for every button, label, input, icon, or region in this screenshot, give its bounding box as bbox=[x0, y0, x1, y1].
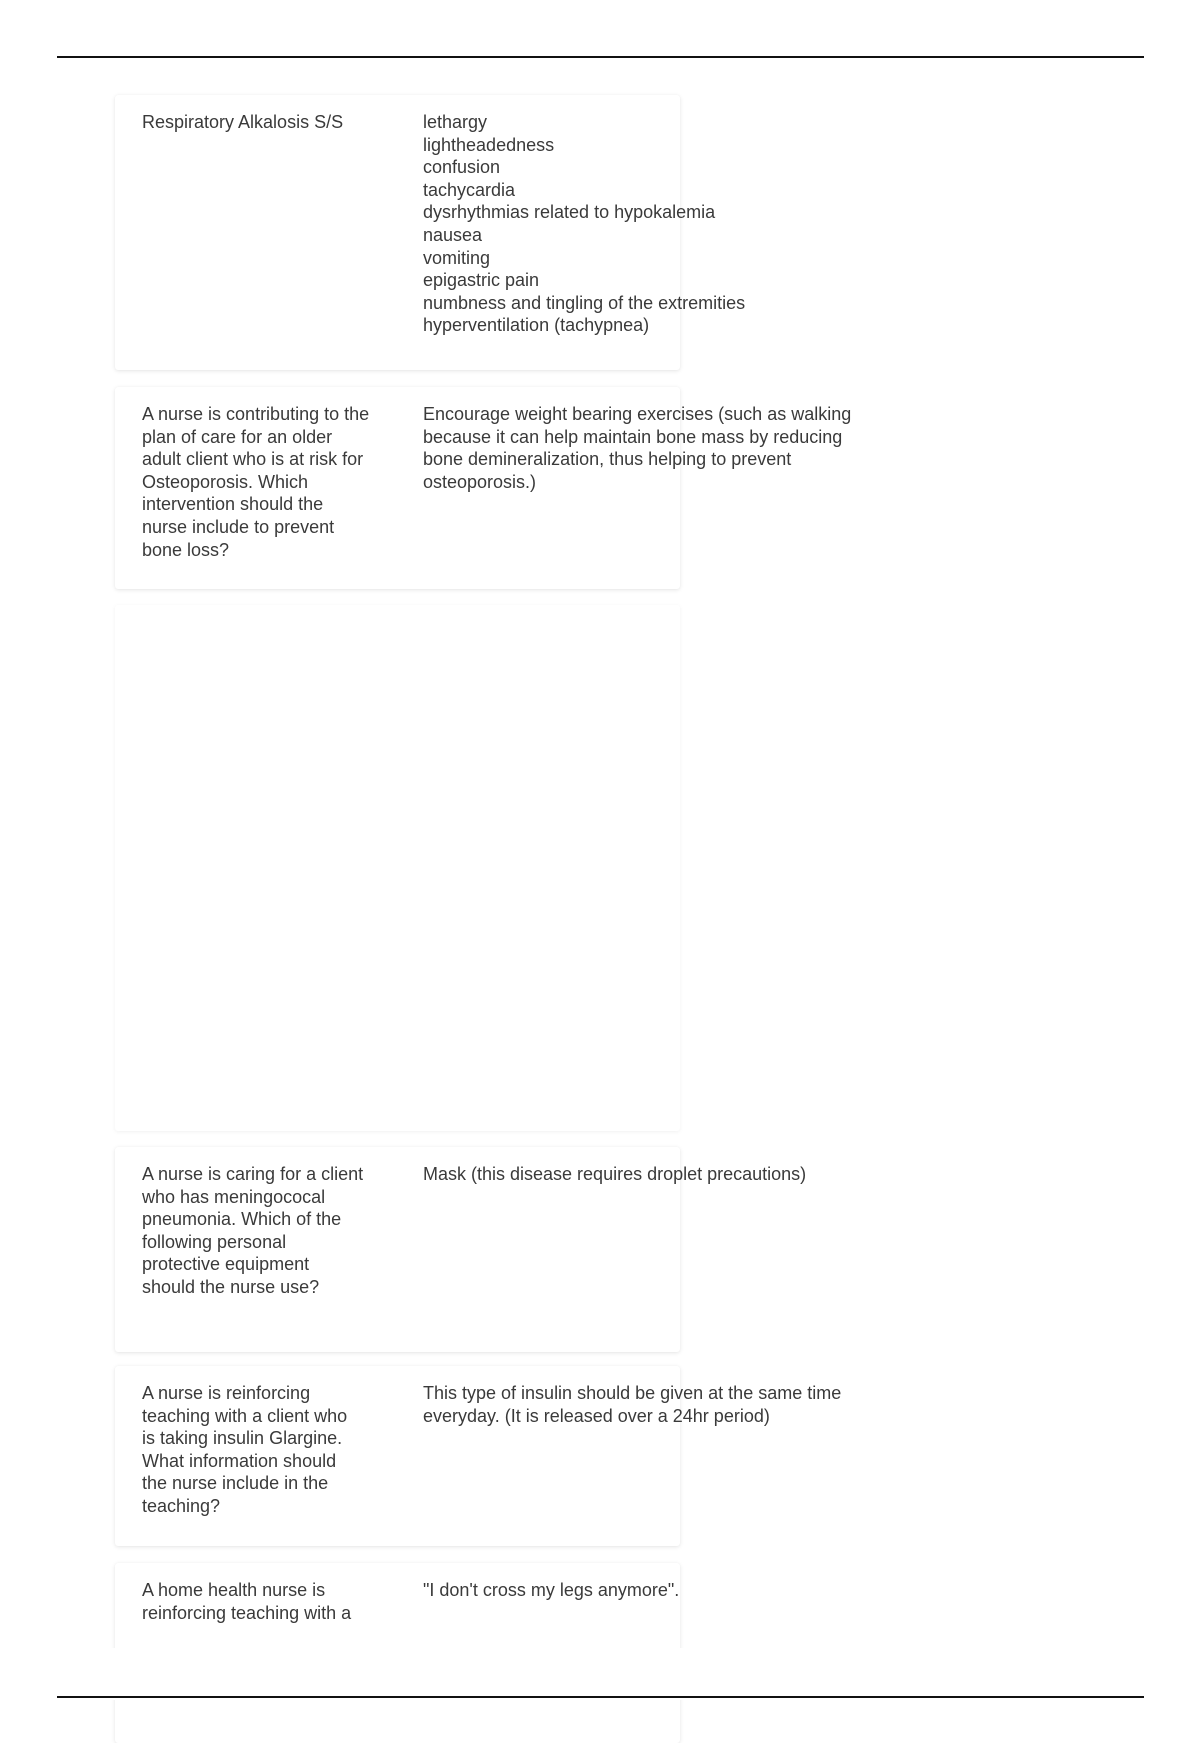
page-bottom-margin bbox=[0, 1648, 1200, 1700]
card-definition-list bbox=[423, 111, 893, 337]
card-term: A nurse is contributing to the plan of care for an older adult client who is at risk for Osteoporosis. Which intervention should the nurse include to prevent bone loss? bbox=[142, 404, 370, 560]
card-definition: Encourage weight bearing exercises (such as walking because it can help maintain bone mass by reducing bone demineralization, thus helping to prevent osteoporosis.) bbox=[423, 404, 852, 492]
empty-card-area bbox=[115, 605, 680, 1131]
definition-item: hyperventilation (tachypnea) bbox=[423, 315, 650, 336]
flashcard-1 bbox=[115, 95, 746, 370]
flashcard-3 bbox=[115, 1147, 807, 1352]
card-definition: This type of insulin should be given at the same time everyday. (It is released over a 24hr period) bbox=[423, 1383, 842, 1426]
definition-item: nausea bbox=[423, 224, 483, 245]
card-term: A nurse is reinforcing teaching with a client who is taking insulin Glargine. What information should the nurse include in the teaching? bbox=[142, 1383, 348, 1516]
card-term: A home health nurse is reinforcing teaching with a bbox=[142, 1580, 352, 1623]
card-definition: "I don't cross my legs anymore". bbox=[423, 1580, 680, 1600]
definition-item: dysrhythmias related to hypokalemia bbox=[423, 202, 716, 223]
card-definition: Mask (this disease requires droplet precautions) bbox=[423, 1164, 807, 1184]
card-term: Respiratory Alkalosis S/S bbox=[142, 112, 344, 132]
definition-item: vomiting bbox=[423, 247, 491, 268]
definition-item: epigastric pain bbox=[423, 270, 540, 291]
page-bottom-rule bbox=[57, 1696, 1144, 1698]
card-term: A nurse is caring for a client who has meningococal pneumonia. Which of the following personal protective equipment should the nurse use? bbox=[142, 1164, 364, 1297]
definition-item: numbness and tingling of the extremities bbox=[423, 292, 746, 313]
definition-item: lightheadedness bbox=[423, 134, 555, 155]
definition-item: confusion bbox=[423, 157, 501, 178]
flashcard-2 bbox=[115, 387, 852, 589]
page-top-rule bbox=[57, 56, 1144, 58]
definition-item: lethargy bbox=[423, 112, 488, 132]
flashcard-4 bbox=[115, 1366, 842, 1546]
definition-item: tachycardia bbox=[423, 179, 516, 200]
